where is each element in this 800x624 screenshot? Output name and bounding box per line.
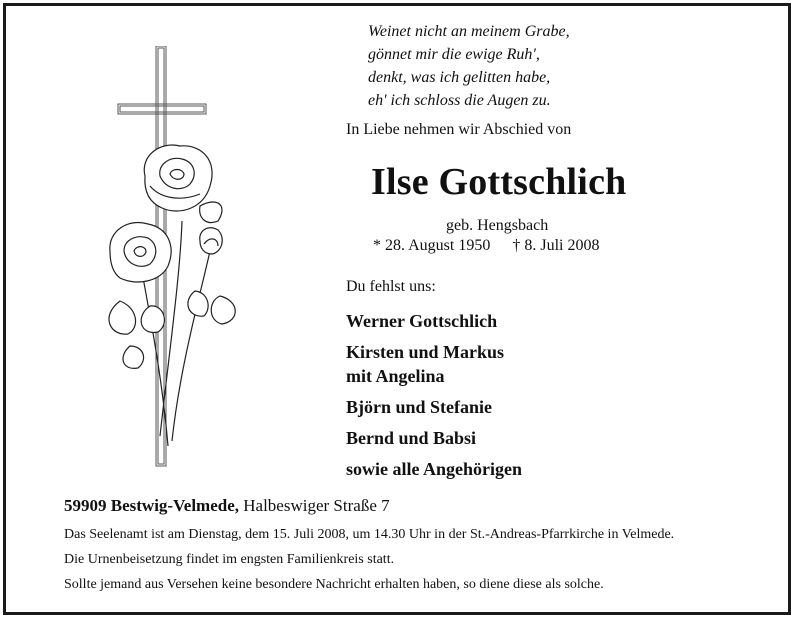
- obituary-notice: [3, 3, 791, 615]
- poem: [368, 20, 570, 112]
- missing-label: Du fehlst uns:: [346, 278, 436, 295]
- note-notice: Sollte jemand aus Versehen keine besondere Nachricht erhalten haben, so diene diese als solche.: [64, 577, 604, 592]
- cross-with-roses-illustration: [100, 46, 250, 476]
- family-member-line: mit Angelina: [346, 366, 445, 386]
- poem-line: Weinet nicht an meinem Grabe,: [368, 23, 570, 40]
- family-list: [346, 309, 522, 488]
- family-member: Björn und Stefanie: [346, 397, 493, 417]
- poem-line: denkt, was ich gelitten habe,: [368, 69, 551, 86]
- address: [64, 496, 390, 516]
- deceased-name: Ilse Gottschlich: [371, 161, 627, 203]
- family-member: Bernd und Babsi: [346, 428, 477, 448]
- roses-icon: [109, 145, 235, 446]
- notes: [64, 526, 744, 601]
- life-dates: [373, 237, 599, 255]
- address-street: Halbeswiger Straße 7: [243, 496, 390, 515]
- family-member-line: Kirsten und Markus: [346, 342, 505, 362]
- address-city: 59909 Bestwig-Velmede,: [64, 496, 240, 515]
- poem-line: gönnet mir die ewige Ruh',: [368, 46, 540, 63]
- birth-name: geb. Hengsbach: [446, 217, 549, 234]
- death-date: † 8. Juli 2008: [512, 237, 600, 254]
- note-burial: Die Urnenbeisetzung findet im engsten Familienkreis statt.: [64, 552, 395, 567]
- family-member: Werner Gottschlich: [346, 311, 498, 331]
- poem-line: eh' ich schloss die Augen zu.: [368, 92, 551, 109]
- note-requiem: Das Seelenamt ist am Dienstag, dem 15. Juli 2008, um 14.30 Uhr in der St.-Andreas-Pfarrkirche in Velmede.: [64, 527, 675, 542]
- intro-text: In Liebe nehmen wir Abschied von: [346, 121, 572, 138]
- family-member: sowie alle Angehörigen: [346, 459, 522, 479]
- family-member: [346, 340, 522, 388]
- birth-date: * 28. August 1950: [373, 237, 491, 254]
